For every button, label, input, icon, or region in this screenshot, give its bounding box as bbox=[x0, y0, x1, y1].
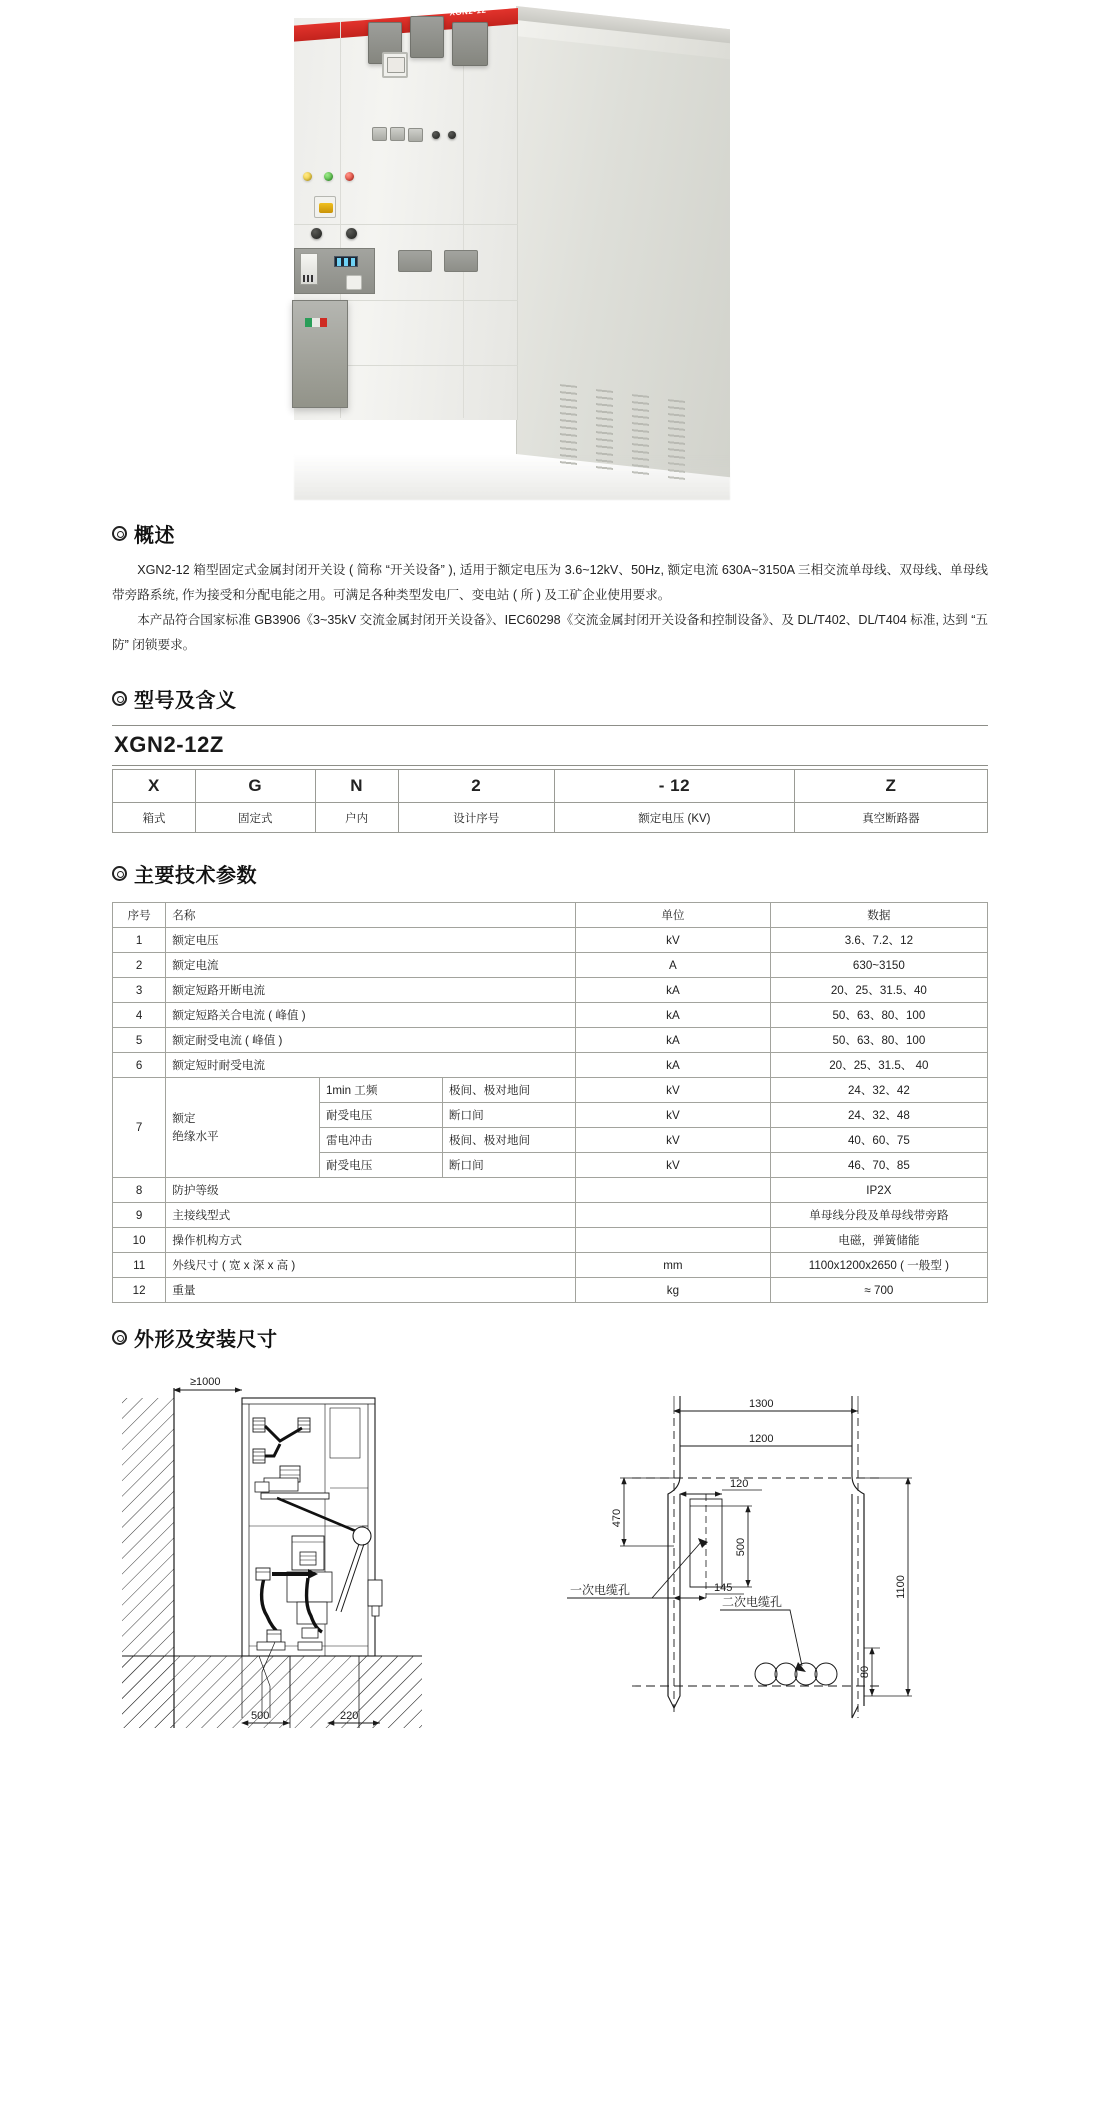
section-title-tech-params bbox=[112, 859, 988, 888]
col-header-data: 数据 bbox=[770, 903, 987, 928]
row-name: 额定短路关合电流 ( 峰值 ) bbox=[166, 1003, 576, 1028]
mcb-breaker bbox=[300, 253, 318, 285]
row-unit bbox=[576, 1228, 771, 1253]
product-model-badge: XGN2-12 bbox=[449, 5, 487, 18]
overview-paragraph-2: 本产品符合国家标准 GB3906《3~35kV 交流金属封闭开关设备》、IEC60298《交流金属封闭开关设备和控制设备》、及 DL/T402、DL/T404 标准, 达到 “五防” 闭锁要求。 bbox=[112, 613, 988, 652]
row-data: 50、63、80、100 bbox=[770, 1028, 987, 1053]
row-unit: kV bbox=[576, 1153, 771, 1178]
model-code-cell: 2 bbox=[398, 770, 554, 803]
row-unit: kV bbox=[576, 928, 771, 953]
right-dim-80: 80 bbox=[859, 1665, 871, 1679]
model-meaning-cell: 户内 bbox=[315, 803, 398, 833]
model-meaning-cell: 真空断路器 bbox=[794, 803, 987, 833]
insulation-sub-a: 耐受电压 bbox=[319, 1153, 442, 1178]
row-unit: kA bbox=[576, 1003, 771, 1028]
col-header-no: 序号 bbox=[113, 903, 166, 928]
table-row bbox=[113, 1028, 988, 1053]
indicator-lamp-green bbox=[324, 172, 333, 181]
row-data: 46、70、85 bbox=[770, 1153, 987, 1178]
table-row bbox=[113, 1278, 988, 1303]
row-name: 防护等级 bbox=[166, 1178, 576, 1203]
bullet-ring-icon bbox=[112, 1330, 127, 1345]
relay-module-2 bbox=[410, 16, 444, 58]
row-no: 2 bbox=[113, 953, 166, 978]
table-row bbox=[113, 1178, 988, 1203]
small-gauge bbox=[346, 275, 362, 290]
model-breakdown-table bbox=[112, 769, 988, 833]
model-code-cell: - 12 bbox=[554, 770, 794, 803]
row-unit: kg bbox=[576, 1278, 771, 1303]
right-dim-470: 470 bbox=[611, 1508, 623, 1528]
terminal-block-1 bbox=[372, 127, 387, 141]
row-data: 40、60、75 bbox=[770, 1128, 987, 1153]
indicator-lamp-yellow bbox=[303, 172, 312, 181]
section-title-model bbox=[112, 684, 988, 713]
relay-module-3 bbox=[452, 22, 488, 66]
model-meaning-cell: 设计序号 bbox=[398, 803, 554, 833]
row-no: 10 bbox=[113, 1228, 166, 1253]
insulation-sub-a: 耐受电压 bbox=[319, 1103, 442, 1128]
table-row bbox=[113, 928, 988, 953]
insulation-sub-b: 极间、极对地间 bbox=[442, 1128, 575, 1153]
cabinet-side-panel bbox=[516, 22, 730, 477]
model-code-cell: X bbox=[113, 770, 196, 803]
right-dim-500: 500 bbox=[735, 1537, 747, 1557]
push-button-2 bbox=[448, 131, 456, 139]
overview-paragraph-1: XGN2-12 箱型固定式金属封闭开关设 ( 简称 “开关设备” ), 适用于额定电压为 3.6~12kV、50Hz, 额定电流 630A~3150A 三相交流单母线、双母线、单母线带旁路系统, 作为接受和分配电能之用。可满足各种类型发电厂、变电站 ( 所 ) 及工矿企业使用要求。 bbox=[112, 563, 988, 602]
row-unit bbox=[576, 1178, 771, 1203]
insulation-name-line1: 额定 bbox=[172, 1111, 196, 1125]
section-title-overview bbox=[112, 519, 988, 548]
row-data: 20、25、31.5、 40 bbox=[770, 1053, 987, 1078]
cabinet-door-seam-right bbox=[463, 22, 464, 418]
dimensions-title-text: 外形及安装尺寸 bbox=[134, 1329, 278, 1351]
row-unit: mm bbox=[576, 1253, 771, 1278]
right-dim-1200: 1200 bbox=[749, 1433, 774, 1445]
bullet-ring-icon bbox=[112, 866, 127, 881]
model-code-cell: Z bbox=[794, 770, 987, 803]
col-header-name: 名称 bbox=[166, 903, 576, 928]
lv-compartment-box bbox=[292, 300, 348, 408]
row-no: 11 bbox=[113, 1253, 166, 1278]
overview-title-text: 概述 bbox=[134, 525, 175, 547]
table-header-row bbox=[113, 903, 988, 928]
row-unit: kV bbox=[576, 1103, 771, 1128]
row-data: 单母线分段及单母线带旁路 bbox=[770, 1203, 987, 1228]
row-no: 3 bbox=[113, 978, 166, 1003]
table-row-insulation bbox=[113, 1078, 988, 1103]
model-meaning-cell: 箱式 bbox=[113, 803, 196, 833]
left-dim-220: 220 bbox=[340, 1710, 359, 1722]
col-header-unit: 单位 bbox=[576, 903, 771, 928]
row-data: 电磁，弹簧储能 bbox=[770, 1228, 987, 1253]
table-row bbox=[113, 978, 988, 1003]
right-plan-drawing bbox=[567, 1396, 912, 1718]
row-no: 5 bbox=[113, 1028, 166, 1053]
cabinet-horizontal-seam-1 bbox=[294, 224, 518, 225]
terminal-block-2 bbox=[390, 127, 405, 141]
row-name: 操作机构方式 bbox=[166, 1228, 576, 1253]
row-data: 24、32、42 bbox=[770, 1078, 987, 1103]
dimension-drawing-svg bbox=[112, 1366, 988, 1761]
insulation-sub-b: 极间、极对地间 bbox=[442, 1078, 575, 1103]
model-code-cell: G bbox=[195, 770, 315, 803]
analog-meter bbox=[382, 52, 408, 78]
indicator-lamp-red bbox=[345, 172, 354, 181]
row-data: 50、63、80、100 bbox=[770, 1003, 987, 1028]
model-code-row bbox=[113, 770, 988, 803]
row-data: ≈ 700 bbox=[770, 1278, 987, 1303]
row-no: 12 bbox=[113, 1278, 166, 1303]
nameplate-right bbox=[444, 250, 478, 272]
row-unit: kA bbox=[576, 1028, 771, 1053]
row-name: 额定短时耐受电流 bbox=[166, 1053, 576, 1078]
row-data: 24、32、48 bbox=[770, 1103, 987, 1128]
row-unit bbox=[576, 1203, 771, 1228]
table-row bbox=[113, 1228, 988, 1253]
insulation-sub-a: 雷电冲击 bbox=[319, 1128, 442, 1153]
terminal-block-3 bbox=[408, 128, 423, 142]
control-button-open bbox=[346, 228, 357, 239]
model-code-cell: N bbox=[315, 770, 398, 803]
model-meaning-cell: 额定电压 (KV) bbox=[554, 803, 794, 833]
insulation-sub-b: 断口间 bbox=[442, 1153, 575, 1178]
row-no: 8 bbox=[113, 1178, 166, 1203]
row-data: 20、25、31.5、40 bbox=[770, 978, 987, 1003]
row-no: 6 bbox=[113, 1053, 166, 1078]
insulation-sub-b: 断口间 bbox=[442, 1103, 575, 1128]
row-data: 1100x1200x2650 ( 一般型 ) bbox=[770, 1253, 987, 1278]
dimension-drawings bbox=[112, 1366, 988, 1761]
model-title-text: 型号及含义 bbox=[134, 690, 237, 712]
insulation-name-line2: 绝缘水平 bbox=[172, 1129, 219, 1143]
selector-switch bbox=[314, 196, 336, 218]
left-dim-clearance: ≥1000 bbox=[190, 1376, 221, 1388]
left-elevation-drawing bbox=[122, 1376, 422, 1728]
brand-flag-icon bbox=[305, 318, 327, 327]
full-model-designation: XGN2-12Z bbox=[112, 725, 988, 766]
row-name: 外线尺寸 ( 宽 x 深 x 高 ) bbox=[166, 1253, 576, 1278]
row-no: 9 bbox=[113, 1203, 166, 1228]
digital-display bbox=[334, 256, 358, 267]
row-unit: kA bbox=[576, 1053, 771, 1078]
table-row bbox=[113, 1203, 988, 1228]
label-secondary-cable-hole: 二次电缆孔 bbox=[722, 1595, 783, 1609]
row-unit: A bbox=[576, 953, 771, 978]
row-name: 额定短路开断电流 bbox=[166, 978, 576, 1003]
row-no: 1 bbox=[113, 928, 166, 953]
model-meaning-row bbox=[113, 803, 988, 833]
right-dim-120: 120 bbox=[730, 1478, 749, 1490]
table-row bbox=[113, 1253, 988, 1278]
bullet-ring-icon bbox=[112, 691, 127, 706]
model-meaning-cell: 固定式 bbox=[195, 803, 315, 833]
row-data: IP2X bbox=[770, 1178, 987, 1203]
tech-params-title-text: 主要技术参数 bbox=[134, 865, 257, 887]
table-row bbox=[113, 1053, 988, 1078]
left-dim-500: 500 bbox=[251, 1710, 270, 1722]
right-dim-145: 145 bbox=[714, 1582, 733, 1594]
floor-reflection bbox=[294, 454, 730, 500]
row-name: 额定电流 bbox=[166, 953, 576, 978]
row-unit: kA bbox=[576, 978, 771, 1003]
nameplate-left bbox=[398, 250, 432, 272]
tech-params-table bbox=[112, 902, 988, 1303]
insulation-name-cell bbox=[166, 1078, 320, 1178]
push-button-1 bbox=[432, 131, 440, 139]
row-unit: kV bbox=[576, 1078, 771, 1103]
product-render bbox=[0, 0, 1100, 505]
section-title-dimensions bbox=[112, 1323, 988, 1352]
row-no: 7 bbox=[113, 1078, 166, 1178]
row-name: 额定电压 bbox=[166, 928, 576, 953]
label-primary-cable-hole: 一次电缆孔 bbox=[570, 1583, 631, 1597]
product-hero-image bbox=[0, 0, 1100, 505]
row-no: 4 bbox=[113, 1003, 166, 1028]
table-row bbox=[113, 1003, 988, 1028]
control-button-close bbox=[311, 228, 322, 239]
row-data: 630~3150 bbox=[770, 953, 987, 978]
row-data: 3.6、7.2、12 bbox=[770, 928, 987, 953]
insulation-sub-a: 1min 工频 bbox=[319, 1078, 442, 1103]
row-name: 主接线型式 bbox=[166, 1203, 576, 1228]
right-dim-1300: 1300 bbox=[749, 1398, 774, 1410]
row-name: 额定耐受电流 ( 峰值 ) bbox=[166, 1028, 576, 1053]
overview-body bbox=[112, 558, 988, 658]
table-row bbox=[113, 953, 988, 978]
row-unit: kV bbox=[576, 1128, 771, 1153]
bullet-ring-icon bbox=[112, 526, 127, 541]
row-name: 重量 bbox=[166, 1278, 576, 1303]
right-dim-1100: 1100 bbox=[895, 1575, 907, 1599]
